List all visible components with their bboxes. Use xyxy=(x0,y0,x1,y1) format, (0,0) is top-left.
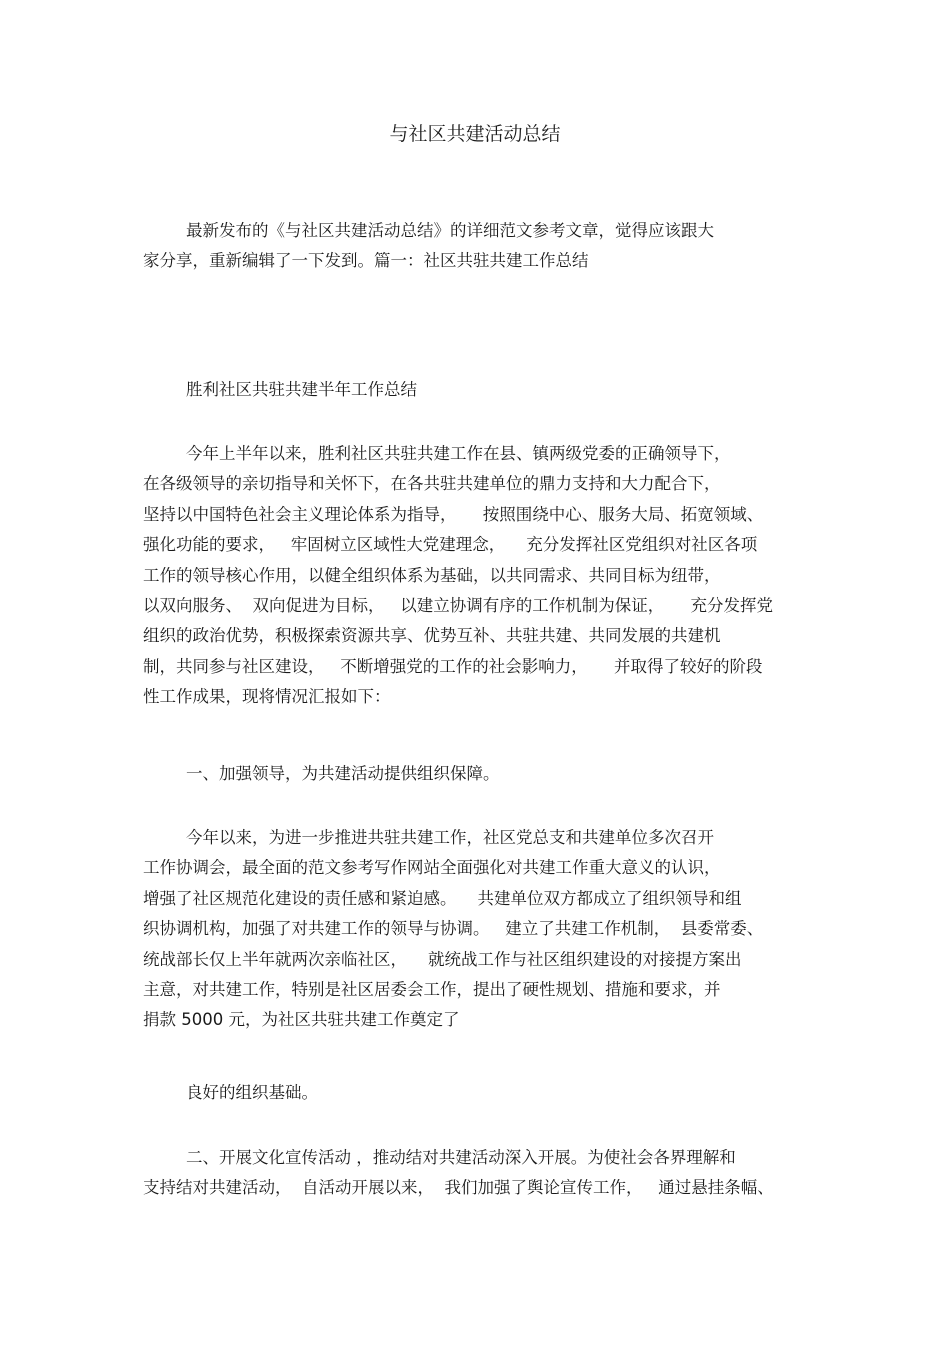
text-line: 家分享，重新编辑了一下发到。篇一：社区共驻共建工作总结 xyxy=(143,251,589,271)
text-line: 良好的组织基础。 xyxy=(186,1083,318,1102)
text-line: 一、加强领导，为共建活动提供组织保障。 xyxy=(186,764,500,783)
text-line: 今年上半年以来，胜利社区共驻共建工作在县、镇两级党委的正确领导下， xyxy=(186,444,731,463)
text-line: 二、开展文化宣传活动 ，推动结对共建活动深入开展。为使社会各界理解和 xyxy=(186,1148,736,1167)
document-title: 与社区共建活动总结 xyxy=(389,123,561,145)
text-line: 捐款 5000 元，为社区共驻共建工作奠定了 xyxy=(143,1010,460,1030)
body-paragraph-2 xyxy=(143,823,813,1036)
text-line: 强化功能的要求， 牢固树立区域性大党建理念， 充分发挥社区党组织对社区各项 xyxy=(143,535,758,555)
intro-paragraph xyxy=(143,216,813,277)
text-line: 坚持以中国特色社会主义理论体系为指导， 按照围绕中心、服务大局、拓宽领域、 xyxy=(143,504,764,524)
text-line: 支持结对共建活动， 自活动开展以来， 我们加强了舆论宣传工作， 通过悬挂条幅、 xyxy=(143,1178,774,1198)
text-line: 在各级领导的亲切指导和关怀下，在各共驻共建单位的鼎力支持和大力配合下， xyxy=(143,474,721,494)
text-line: 今年以来，为进一步推进共驻共建工作，社区党总支和共建单位多次召开 xyxy=(186,828,714,847)
text-line: 性工作成果，现将情况汇报如下： xyxy=(143,687,391,707)
text-line: 最新发布的《与社区共建活动总结》的详细范文参考文章，觉得应该跟大 xyxy=(186,221,714,240)
text-line: 胜利社区共驻共建半年工作总结 xyxy=(186,380,417,399)
text-line: 织协调机构，加强了对共建工作的领导与协调。 建立了共建工作机制， 县委常委、 xyxy=(143,919,764,939)
text-line: 制，共同参与社区建设， 不断增强党的工作的社会影响力， 并取得了较好的阶段 xyxy=(143,656,763,676)
section-heading-2 xyxy=(143,1143,813,1204)
text-line: 统战部长仅上半年就两次亲临社区， 就统战工作与社区组织建设的对接提方案出 xyxy=(143,949,742,969)
text-line: 以双向服务、 双向促进为目标， 以建立协调有序的工作机制为保证， 充分发挥党 xyxy=(143,596,773,616)
body-paragraph-3 xyxy=(143,1078,813,1108)
section-subtitle xyxy=(143,375,813,405)
text-line: 增强了社区规范化建设的责任感和紧迫感。 共建单位双方都成立了组织领导和组 xyxy=(143,888,742,908)
section-heading-1 xyxy=(143,759,813,789)
text-line: 主意，对共建工作，特别是社区居委会工作，提出了硬性规划、措施和要求，并 xyxy=(143,980,721,1000)
text-line: 工作的领导核心作用，以健全组织体系为基础，以共同需求、共同目标为纽带， xyxy=(143,565,721,585)
text-line: 工作协调会，最全面的范文参考写作网站全面强化对共建工作重大意义的认识， xyxy=(143,858,721,878)
text-line: 组织的政治优势，积极探索资源共享、优势互补、共驻共建、共同发展的共建机 xyxy=(143,626,721,646)
body-paragraph-1 xyxy=(143,439,813,713)
